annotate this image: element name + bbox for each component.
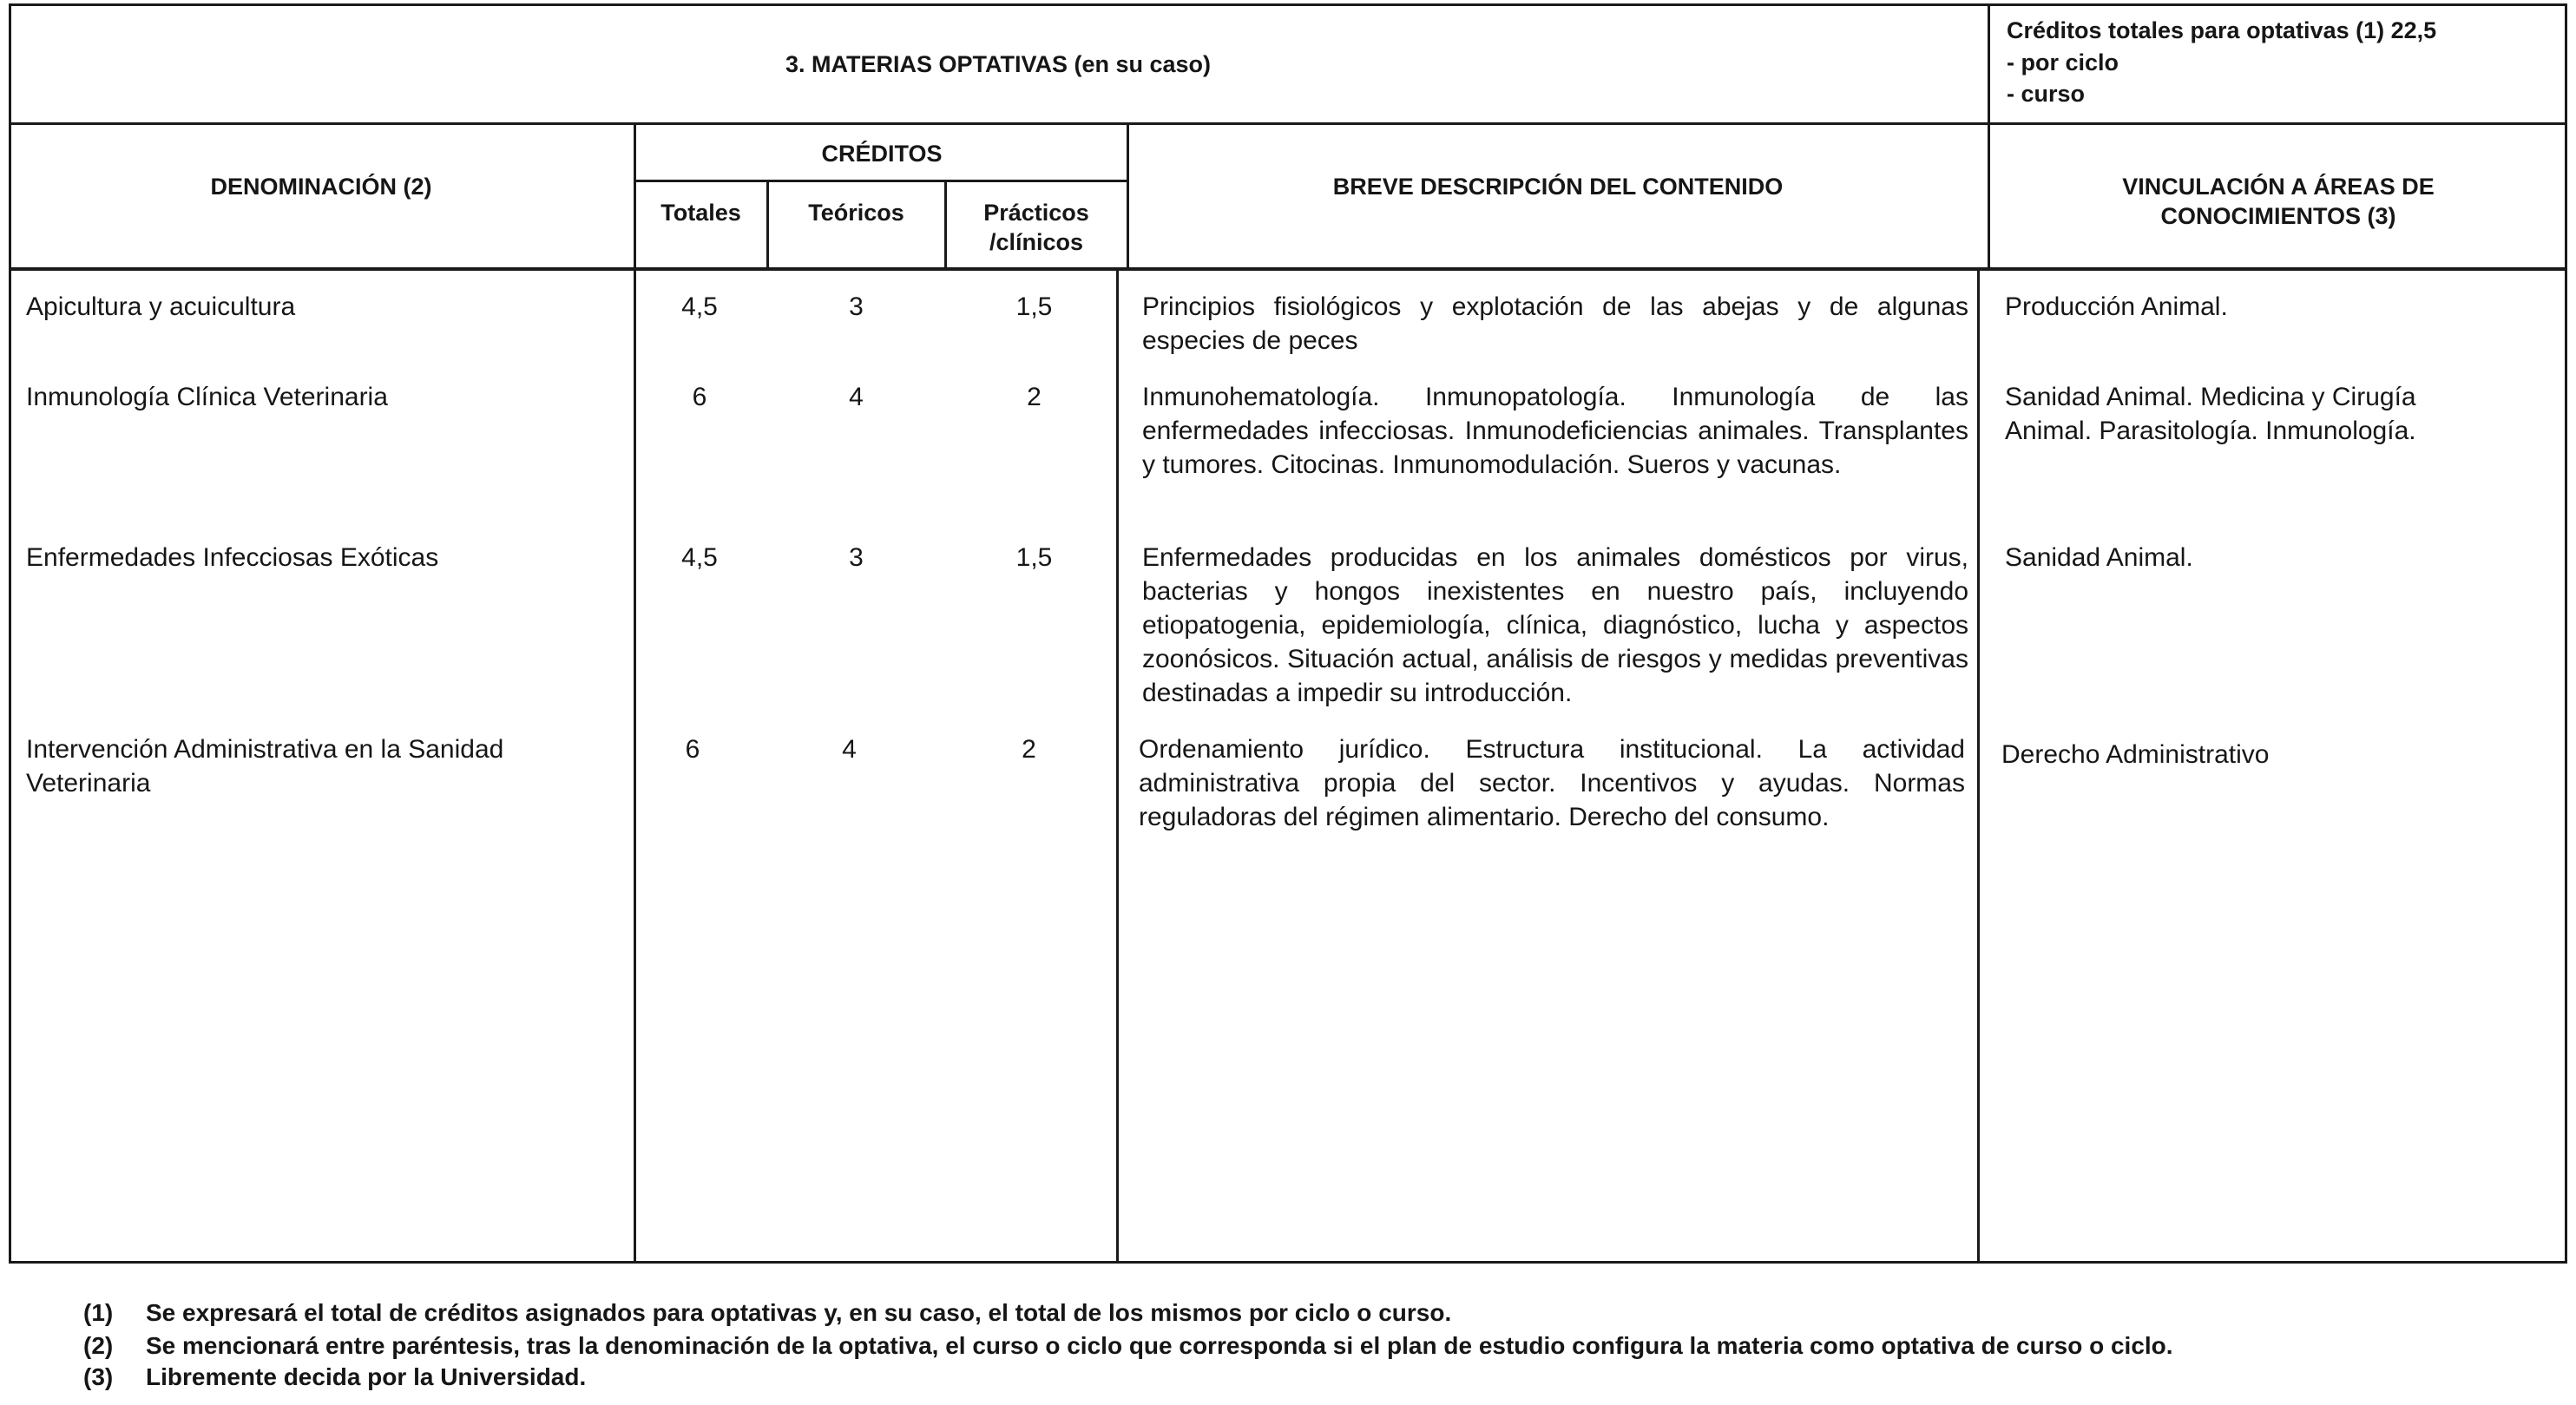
footnote-2 — [83, 1332, 2173, 1360]
vinculacion-header-line1: VINCULACIÓN A ÁREAS DE — [2122, 174, 2435, 200]
row-1-description: Principios fisiológicos y explotación de las abejas y de algunas especies de peces — [1142, 292, 1968, 355]
vinculacion-header-line2: CONOCIMIENTOS (3) — [2160, 203, 2396, 229]
per-course-label: - curso — [2007, 81, 2086, 107]
practicos-header-line2: /clínicos — [989, 229, 1084, 255]
footnote-1-text: Se expresará el total de créditos asignados para optativas y, en su caso, el total de los mismos por ciclo o curso. — [146, 1299, 1452, 1326]
footnote-3 — [83, 1363, 586, 1391]
row-2-teoricos: 4 — [849, 383, 864, 411]
row-3-areas: Sanidad Animal. — [2005, 543, 2193, 572]
col-divider-7 — [1977, 269, 1980, 1262]
footnote-2-text: Se mencionará entre paréntesis, tras la denominación de la optativa, el curso o ciclo que corresponda si el plan de estudio configura la materia como optativa de curso o ciclo. — [146, 1332, 2173, 1359]
totales-header: Totales — [660, 200, 741, 226]
teoricos-header: Teóricos — [808, 200, 904, 226]
row-3-teoricos: 3 — [849, 543, 864, 572]
row-1-areas: Producción Animal. — [2005, 292, 2228, 321]
row-4-teoricos: 4 — [842, 735, 857, 764]
row-3-name: Enfermedades Infecciosas Exóticas — [26, 543, 439, 572]
row-2-name: Inmunología Clínica Veterinaria — [26, 383, 388, 411]
row-4-totales: 6 — [685, 735, 700, 764]
row-3-totales: 4,5 — [681, 543, 718, 572]
denominacion-header: DENOMINACIÓN (2) — [210, 174, 432, 200]
row-2-practicos: 2 — [1027, 383, 1042, 411]
row-1-teoricos: 3 — [849, 292, 864, 321]
row-2-totales: 6 — [692, 383, 707, 411]
credits-total-label: Créditos totales para optativas (1) 22,5 — [2007, 17, 2437, 43]
practicos-header-line1: Prácticos — [983, 200, 1089, 226]
header-divider — [9, 122, 2567, 125]
column-header-divider — [9, 267, 2567, 271]
creditos-header: CRÉDITOS — [821, 141, 943, 167]
section-title: 3. MATERIAS OPTATIVAS (en su caso) — [785, 51, 1212, 77]
per-cycle-label: - por ciclo — [2007, 49, 2119, 76]
row-2-areas: Sanidad Animal. Medicina y Cirugía Animal. Parasitología. Inmunología. — [2005, 383, 2416, 445]
footnote-1-number: (1) — [83, 1299, 114, 1326]
row-4-areas: Derecho Administrativo — [2001, 740, 2270, 769]
descripcion-header: BREVE DESCRIPCIÓN DEL CONTENIDO — [1332, 174, 1784, 200]
row-4-name: Intervención Administrativa en la Sanidad Veterinaria — [26, 735, 504, 798]
footnote-1 — [83, 1299, 1451, 1327]
footnote-3-number: (3) — [83, 1363, 114, 1390]
row-1-name: Apicultura y acuicultura — [26, 292, 296, 321]
row-2-description: Inmunohematología. Inmunopatología. Inmunología de las enfermedades infecciosas. Inmunodeficiencias animales. Transplantes y tumores. Citocinas. Inmunomodulación. Sueros y vacunas. — [1142, 383, 1968, 479]
row-1-practicos: 1,5 — [1015, 292, 1053, 321]
footnote-3-text: Libremente decida por la Universidad. — [146, 1363, 587, 1390]
header-right-divider — [1988, 3, 1990, 123]
row-3-description: Enfermedades producidas en los animales domésticos por virus, bacterias y hongos inexistentes en nuestro país, incluyendo etiopatogenia, epidemiología, clínica, diagnóstico, lucha y aspectos zoonósicos. Situación actual, análisis de riesgos y medidas preventivas destinadas a impedir su introducción. — [1142, 543, 1968, 707]
creditos-subdivider — [634, 180, 1129, 182]
footnote-2-number: (2) — [83, 1332, 114, 1359]
row-4-description: Ordenamiento jurídico. Estructura institucional. La actividad administrativa propia del sector. Incentivos y ayudas. Normas reguladoras del régimen alimentario. Derecho del consumo. — [1139, 735, 1965, 831]
row-1-totales: 4,5 — [681, 292, 718, 321]
row-4-practicos: 2 — [1022, 735, 1036, 764]
row-3-practicos: 1,5 — [1015, 543, 1053, 572]
